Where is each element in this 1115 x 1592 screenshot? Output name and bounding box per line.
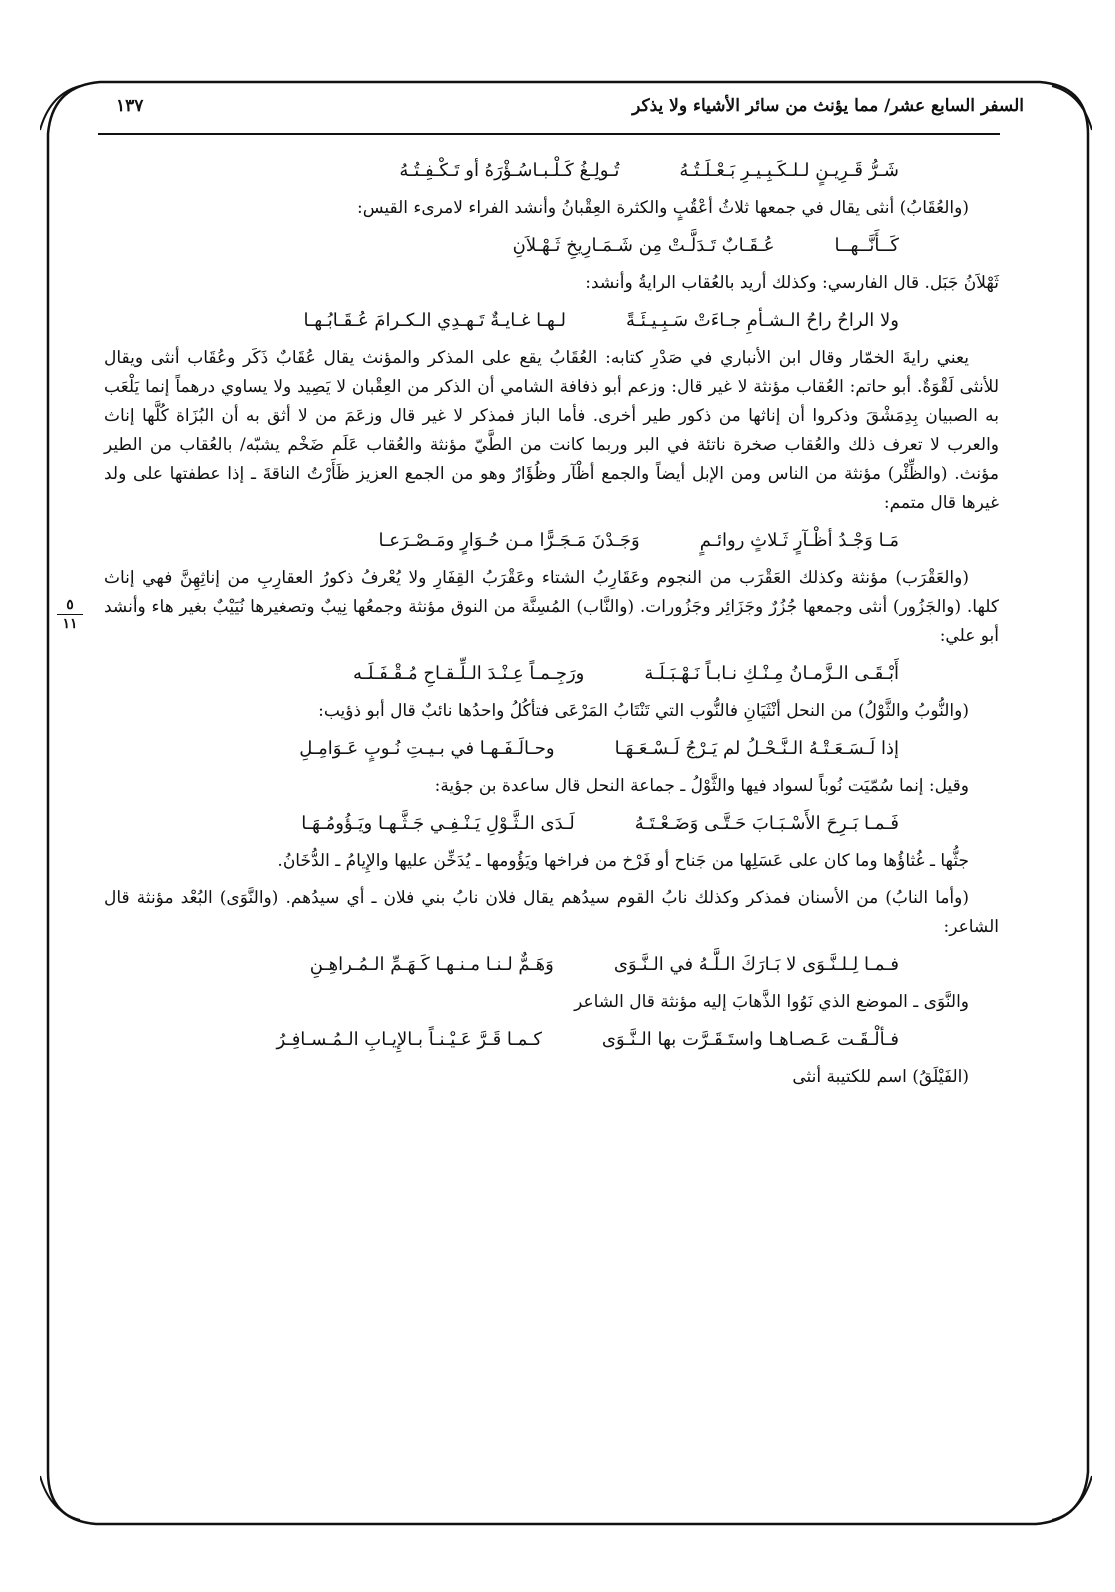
prose-paragraph: (وأما النابُ) من الأسنان فمذكر وكذلك نابُ القوم سيدُهم يقال فلان نابُ بني فلان ـ أي سيدُهم. (والنَّوَى) البُعْد مؤنثة قال الشاعر: [104, 888, 999, 937]
margin-note-bottom: ١١ [62, 616, 78, 632]
verse-line [104, 304, 999, 338]
margin-note-bar [57, 614, 83, 615]
verse-first-hemistich: ولا الراحُ راحُ الـشـأمِ جـاءَتْ سَـبِـيـئَـةً [625, 310, 899, 331]
verse-line [104, 807, 999, 841]
page-number: ١٣٧ [116, 96, 144, 116]
verse-first-hemistich: فـمـا لِـلـنَّـوَى لا بَـارَكَ الـلَّـهُ في الـنَّـوَى [613, 954, 899, 975]
header-rule [98, 133, 1000, 135]
paragraph-gap [104, 876, 999, 884]
verse-second-hemistich: لـهـا غـايـةٌ تَـهـدِي الـكـرامَ عُـقَـابُـهـا [303, 310, 566, 331]
prose-paragraph: والنَّوَى ـ الموضع الذي نَوُوا الذَّهابَ إليه مؤنثة قال الشاعر [574, 992, 969, 1012]
verse-line [104, 154, 999, 188]
verse-second-hemistich: ورَجِـمـاً عِـنْـدَ الـلِّـقـاحِ مُـقْـفَـلَـه [353, 663, 585, 684]
verse-first-hemistich: أَبْـقَـى الـزَّمـانُ مِـنْـكِ نـابـاً نَـهْـبَـلَـة [644, 663, 899, 684]
margin-folio-note [50, 597, 90, 632]
prose-paragraph: (والنُّوبُ والثَّوْلُ) من النحل أنْثَيَانِ فالنُّوب التي تَنْتَابُ المَرْعَى فتأكُلُ واحدُها نائبٌ قال أبو ذؤيب: [318, 701, 969, 721]
running-title: السفر السابع عشر/ مما يؤنث من سائر الأشياء ولا يذكر [632, 96, 1024, 116]
verse-line [104, 1023, 999, 1057]
verse-first-hemistich: مَـا وَجْـدُ أظْـآرٍ ثَـلاثٍ روائـمٍ [699, 530, 899, 551]
prose-paragraph: (والعَقْرَب) مؤنثة وكذلك العَقْرَب من النجوم وعَقَارِبُ الشتاء وعَقْرَبُ القِفَارِ ولا يُعْرفُ ذكورُ العقارِبِ من إناثِهِنَّ فهي إناث كلها. (والجَزُور) أنثى وجمعها جُزُرٌ وجَزَائِر وجَزُورات. (والنَّاب) المُسِنَّة من النوق مؤنثة وجمعُها نِيبٌ وتصغيرها نُيَيْبٌ بغير هاء وأنشد أبو علي: [104, 568, 999, 646]
verse-first-hemistich: فَـمـا بَـرِحَ الأَسْـبَـابَ حَـتَّـى وَضَـعْـتَـهُ [634, 813, 899, 834]
prose-paragraph: (الفَيْلَقُ) اسم للكتيبة أنثى [792, 1067, 969, 1087]
verse-second-hemistich: عُـقَـابٌ تَـدَلَّـتْ مِن شَـمَـارِيخِ ثَـهْـلاَنِ [512, 235, 775, 256]
verse-second-hemistich: وحـالَـفَـهـا في بـيـتِ نُـوبٍ عَـوَامِـلِ [299, 738, 555, 759]
page-header [100, 92, 1024, 128]
verse-second-hemistich: وَهَـمٌّ لـنـا مـنـهـا كَـهَـمِّ الـمُـراهِـنِ [309, 954, 554, 975]
verse-first-hemistich: فـألْـقَـت عَـصـاهـا واستَـقَـرَّت بها الـنَّـوَى [601, 1029, 899, 1050]
margin-note-top: ٥ [66, 597, 74, 613]
prose-paragraph: (والعُقَابُ) أنثى يقال في جمعها ثلاثُ أعْقُبٍ والكثرة العِقْبانُ وأنشد الفراء لامرىء القيس: [357, 198, 969, 218]
verse-second-hemistich: تُـولِـغُ كَـلْـبـاسُـؤْرَهُ أو تَـكْـفِـتُـهُ [399, 160, 620, 181]
page-body [104, 148, 999, 1092]
prose-paragraph: ثَهْلاَنُ جَبَل. قال الفارسي: وكذلك أريد بالعُقاب الرايةُ وأنشد: [585, 273, 999, 293]
verse-first-hemistich: كَــأَنَّــهــا [834, 235, 899, 256]
prose-paragraph: يعني رايةَ الخمّار وقال ابن الأنباري في صَدْرِ كتابه: العُقَابُ يقع على المذكر والمؤنث يقال عُقَابٌ ذَكَر وعُقَاب أنثى ويقال للأنثى لَقْوَةٌ. أبو حاتم: العُقاب مؤنثة لا غير قال: وزعم أبو ذفافة الشامي أن الذكر من العِقْبان لا يَصِيد ولا يساوي درهماً إنما يَلْعَب به الصبيان بِدِمَشْقَ وذكروا أن إناثها من ذكور طير أخرى. فأما الباز فمذكر لا غير قال وزعَمَ من لا أثق به أن البُزَاة كُلَّها إناث والعرب لا تعرف ذلك والعُقاب صخرة ناتئة في البر وربما كانت من الطَّيّ مؤنثة والعُقاب عَلَم ضَخْم يشبّه/ بالعُقاب من الطير مؤنث. (والظِّئْر) مؤنثة من الناس ومن الإبل أيضاً والجمع أظْآر وظُؤَارٌ وهو من الجمع العزيز ظَأَرْتُ الناقةَ ـ إذا عطفتها على ولد غيرها قال متمم: [104, 348, 999, 513]
verse-second-hemistich: وَجَـدْنَ مَـجَـرًّا مـن حُـوَارٍ ومَـصْـرَعـا [378, 530, 640, 551]
verse-line [104, 524, 999, 558]
verse-line [104, 732, 999, 766]
prose-paragraph: جثُّها ـ غُثاؤُها وما كان على عَسَلِها من جَناح أو فَرْخ من فراخها ويَؤُومها ـ يُدَخِّن عليها والإِيامُ ـ الدُّخَانُ. [277, 851, 969, 871]
verse-second-hemistich: كـمـا قَـرَّ عَـيْـنـاً بـالإِيـابِ الـمُـسـافِـرُ [276, 1029, 542, 1050]
verse-line [104, 229, 999, 263]
verse-line [104, 948, 999, 982]
verse-first-hemistich: شَـرُّ قَـرِيـنٍ لـلـكَـبِـيـرِ بَـعْـلَـتُـهُ [679, 160, 899, 181]
verse-line [104, 657, 999, 691]
verse-second-hemistich: لَـدَى الـثَّـوْلِ يَـنْـفِـي جَـثَّـهـا ويَـؤُومُـهَـا [301, 813, 575, 834]
prose-paragraph: وقيل: إنما سُمّيَت نُوباً لسواد فيها والثَّوْلُ ـ جماعة النحل قال ساعدة بن جؤية: [434, 776, 969, 796]
verse-first-hemistich: إذا لَـسَـعَـتْـهُ الـنَّـحْـلُ لم يَـرْجُ لَـسْـعَـهَـا [614, 738, 899, 759]
